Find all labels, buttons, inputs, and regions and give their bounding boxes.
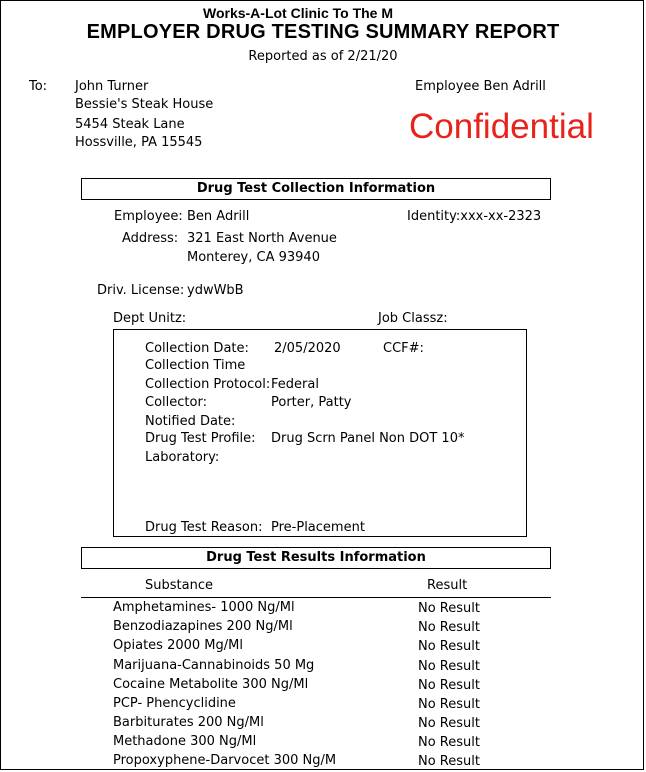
license-value: ydwWbB [187,283,244,298]
substance-cell: Benzodiazapines 200 Ng/Ml [113,619,293,634]
collection-section-header: Drug Test Collection Information [81,178,551,200]
result-cell: No Result [418,678,480,693]
results-section-header: Drug Test Results Information [81,547,551,569]
employee-label: Employee: [114,209,183,224]
to-company: Bessie's Steak House [75,97,214,112]
address-line2: Monterey, CA 93940 [187,250,320,265]
result-cell: No Result [418,639,480,654]
substance-cell: Cocaine Metabolite 300 Ng/Ml [113,677,309,692]
dept-label: Dept Unitz: [113,311,187,326]
results-header-divider [81,597,551,598]
collector-value: Porter, Patty [271,395,352,410]
substance-cell: Propoxyphene-Darvocet 300 Ng/M [113,753,337,768]
job-label: Job Classz: [378,311,448,326]
collection-date-value: 2/05/2020 [274,341,341,356]
result-cell: No Result [418,754,480,769]
substance-cell: Methadone 300 Ng/Ml [113,734,257,749]
confidential-stamp: Confidential [409,107,594,146]
notified-label: Notified Date: [145,414,236,429]
result-cell: No Result [418,697,480,712]
result-cell: No Result [418,735,480,750]
employee-header: Employee Ben Adrill [415,79,546,94]
result-cell: No Result [418,601,480,616]
result-cell: No Result [418,620,480,635]
employee-value: Ben Adrill [187,209,250,224]
identity-value: Identity:xxx-xx-2323 [407,209,542,224]
result-cell: No Result [418,716,480,731]
protocol-label: Collection Protocol: [145,377,271,392]
license-label: Driv. License: [97,283,185,298]
report-title: EMPLOYER DRUG TESTING SUMMARY REPORT [86,21,560,43]
result-column-header: Result [427,578,468,593]
substance-cell: Opiates 2000 Mg/Ml [113,638,243,653]
substance-cell: Barbiturates 200 Ng/Ml [113,715,264,730]
laboratory-label: Laboratory: [145,450,220,465]
collection-time-label: Collection Time [145,358,246,373]
ccf-label: CCF#: [383,341,424,356]
collection-date-label: Collection Date: [145,341,249,356]
substance-cell: Marijuana-Cannabinoids 50 Mg [113,658,315,673]
substance-cell: PCP- Phencyclidine [113,696,236,711]
protocol-value: Federal [271,377,319,392]
reason-value: Pre-Placement [271,520,365,535]
result-cell: No Result [418,659,480,674]
to-label: To: [29,79,48,94]
clinic-name: Works-A-Lot Clinic To The M [202,5,394,21]
reason-label: Drug Test Reason: [145,520,263,535]
substance-cell: Amphetamines- 1000 Ng/Ml [113,600,295,615]
address-line1: 321 East North Avenue [187,231,337,246]
reported-date: Reported as of 2/21/20 [248,49,398,64]
to-street: 5454 Steak Lane [75,117,185,132]
to-city: Hossville, PA 15545 [75,135,203,150]
profile-value: Drug Scrn Panel Non DOT 10* [271,431,465,446]
collector-label: Collector: [145,395,207,410]
address-label: Address: [122,231,179,246]
substance-column-header: Substance [145,578,213,593]
profile-label: Drug Test Profile: [145,431,256,446]
to-name: John Turner [75,79,149,94]
